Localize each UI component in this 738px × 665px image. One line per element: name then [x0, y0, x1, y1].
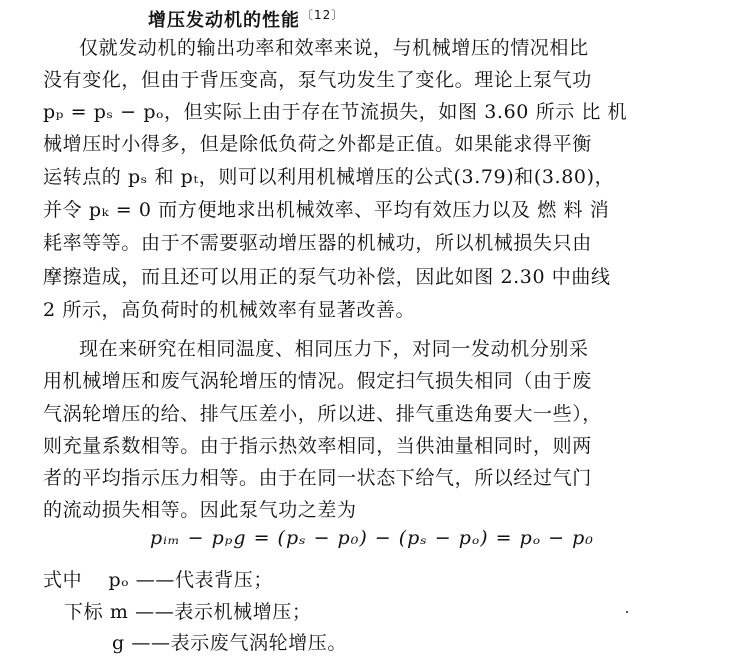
text-line: 摩擦造成，而且还可以用正的泵气功补偿，因此如图 2.30 中曲线: [43, 266, 611, 288]
definition-backpressure: 式中 pₒ ——代表背压；: [43, 569, 273, 591]
heading-text: 增压发动机的性能: [148, 10, 300, 31]
section-heading: [148, 6, 344, 32]
pumping-work-formula: pᵢₘ − pₚg = (pₛ − p₀) − (pₛ − pₒ) = pₒ − p₀: [150, 527, 594, 549]
text-line: 气涡轮增压的给、排气压差小，所以进、排气重迭角要大一些），: [43, 403, 602, 425]
text-line: 械增压时小得多，但是除低负荷之外都是正值。如果能求得平衡: [43, 133, 592, 155]
definition-subscript-m: 下标 m ——表示机械增压；: [64, 601, 312, 623]
text-line: 现在来研究在相同温度、相同压力下，对同一发动机分别采: [79, 338, 589, 360]
text-line: 的流动损失相等。因此泵气功之差为: [43, 499, 357, 521]
text-line: 用机械增压和废气涡轮增压的情况。假定扫气损失相同（由于废: [43, 370, 592, 392]
text-line: 仅就发动机的输出功率和效率来说，与机械增压的情况相比: [79, 37, 589, 59]
text-line: 者的平均指示压力相等。由于在同一状态下给气，所以经过气门: [43, 467, 592, 489]
text-line: pₚ = pₛ − pₒ，但实际上由于存在节流损失，如图 3.60 所示 比 机: [43, 101, 628, 123]
text-line: 没有变化，但由于背压变高，泵气功发生了变化。理论上泵气功: [43, 69, 592, 91]
scan-speck: [626, 611, 628, 613]
text-line: 则充量系数相等。由于指示热效率相同，当供油量相同时，则两: [43, 435, 592, 457]
text-line: 耗率等等。由于不需要驱动增压器的机械功，所以机械损失只由: [43, 232, 592, 254]
definition-subscript-g: g ——表示废气涡轮增压。: [112, 632, 348, 654]
text-line: 运转点的 pₛ 和 pₜ，则可以利用机械增压的公式(3.79)和(3.80)，: [43, 166, 615, 188]
text-line: 并令 pₖ = 0 而方便地求出机械效率、平均有效压力以及 燃 料 消: [43, 199, 610, 221]
text-line: 2 所示，高负荷时的机械效率有显著改善。: [43, 299, 416, 321]
reference-mark: 〔12〕: [301, 8, 345, 22]
